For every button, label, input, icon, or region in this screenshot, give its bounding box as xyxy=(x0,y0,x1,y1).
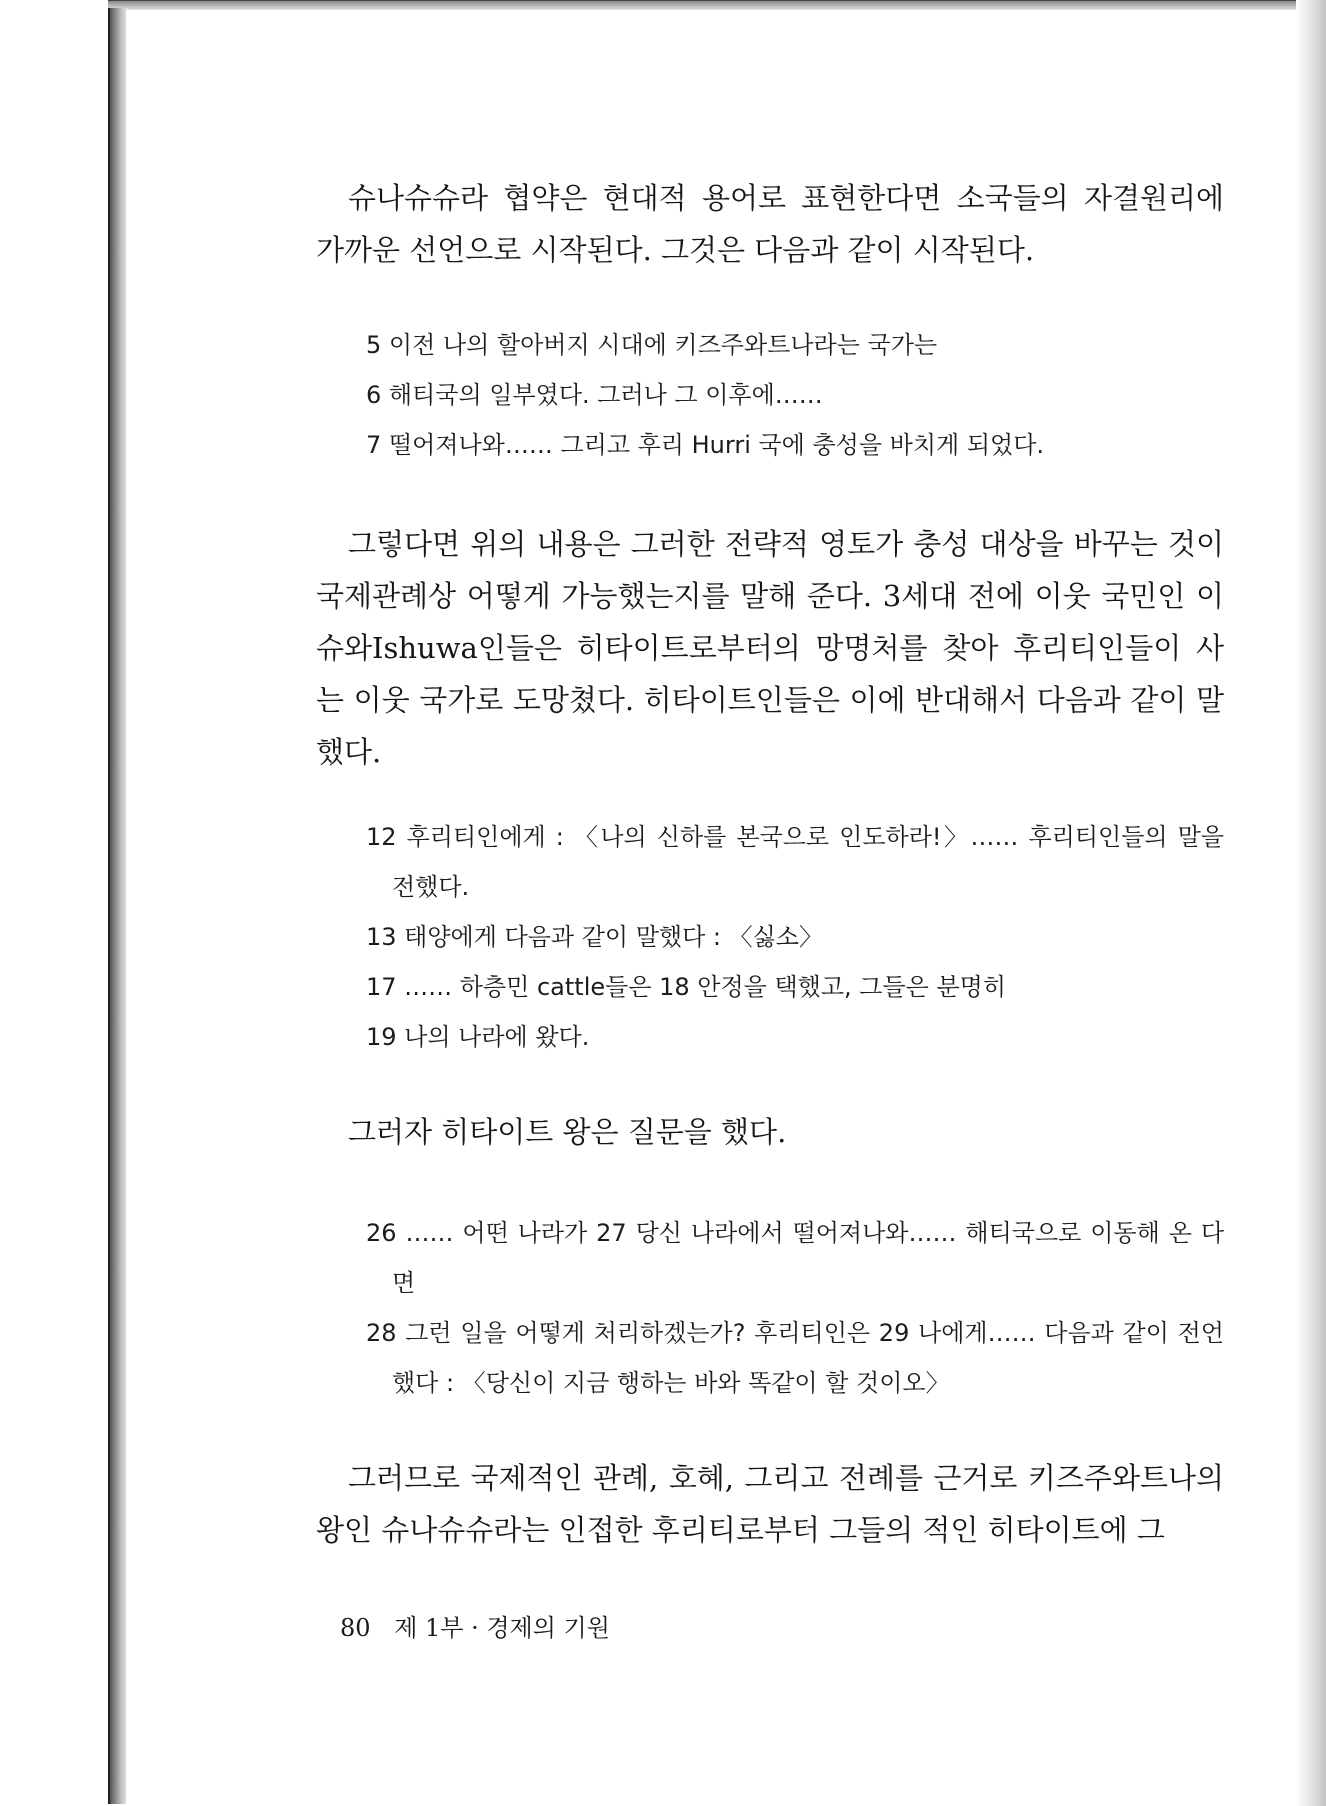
quote-line: 12 후리티인에게 : 〈나의 신하를 본국으로 인도하라!〉…… 후리티인들의 말을 전했다. xyxy=(366,823,1224,901)
quote-line: 28 그런 일을 어떻게 처리하겠는가? 후리티인은 29 나에게…… 다음과 같이 전언했다 : 〈당신이 지금 행하는 바와 똑같이 할 것이오〉 xyxy=(366,1319,1224,1397)
quote-line: 19 나의 나라에 왔다. xyxy=(366,1023,590,1051)
page-number: 80 xyxy=(340,1614,371,1642)
page-footer xyxy=(340,1608,610,1643)
paragraph-2: 그렇다면 위의 내용은 그러한 전략적 영토가 충성 대상을 바꾸는 것이 국제관례상 어떻게 가능했는지를 말해 준다. 3세대 전에 이웃 국민인 이슈와Ishuwa인들은 히타이트로부터의 망명처를 찾아 후리티인들이 사는 이웃 국가로 도망쳤다. 히타이트인들은 이에 반대해서 다음과 같이 말했다. xyxy=(316,527,1224,769)
paragraph-4: 그러므로 국제적인 관례, 호혜, 그리고 전례를 근거로 키즈주와트나의 왕인 슈나슈슈라는 인접한 후리티로부터 그들의 적인 히타이트에 그 xyxy=(316,1461,1224,1547)
quote-block-2 xyxy=(366,812,1224,1062)
quote-line: 5 이전 나의 할아버지 시대에 키즈주와트나라는 국가는 xyxy=(366,331,938,359)
quote-block-1 xyxy=(366,320,1224,470)
quote-block-3 xyxy=(366,1208,1224,1408)
quote-line: 7 떨어져나와…… 그리고 후리 Hurri 국에 충성을 바치게 되었다. xyxy=(366,431,1045,459)
page-stack-left-edge xyxy=(108,8,128,1804)
quote-line: 26 …… 어떤 나라가 27 당신 나라에서 떨어져나와…… 해티국으로 이동해 온 다면 xyxy=(366,1219,1224,1297)
paragraph-3: 그러자 히타이트 왕은 질문을 했다. xyxy=(348,1115,787,1149)
quote-line: 13 태양에게 다음과 같이 말했다 : 〈싫소〉 xyxy=(366,923,823,951)
running-footer-section: 제 1부 · 경제의 기원 xyxy=(394,1614,610,1642)
quote-line: 17 …… 하층민 cattle들은 18 안정을 택했고, 그들은 분명히 xyxy=(366,973,1007,1001)
quote-line: 6 해티국의 일부였다. 그러나 그 이후에…… xyxy=(366,381,823,409)
paragraph-1: 슈나슈슈라 협약은 현대적 용어로 표현한다면 소국들의 자결원리에 가까운 선언으로 시작된다. 그것은 다음과 같이 시작된다. xyxy=(316,181,1224,267)
page-right-shadow xyxy=(1296,0,1326,1806)
